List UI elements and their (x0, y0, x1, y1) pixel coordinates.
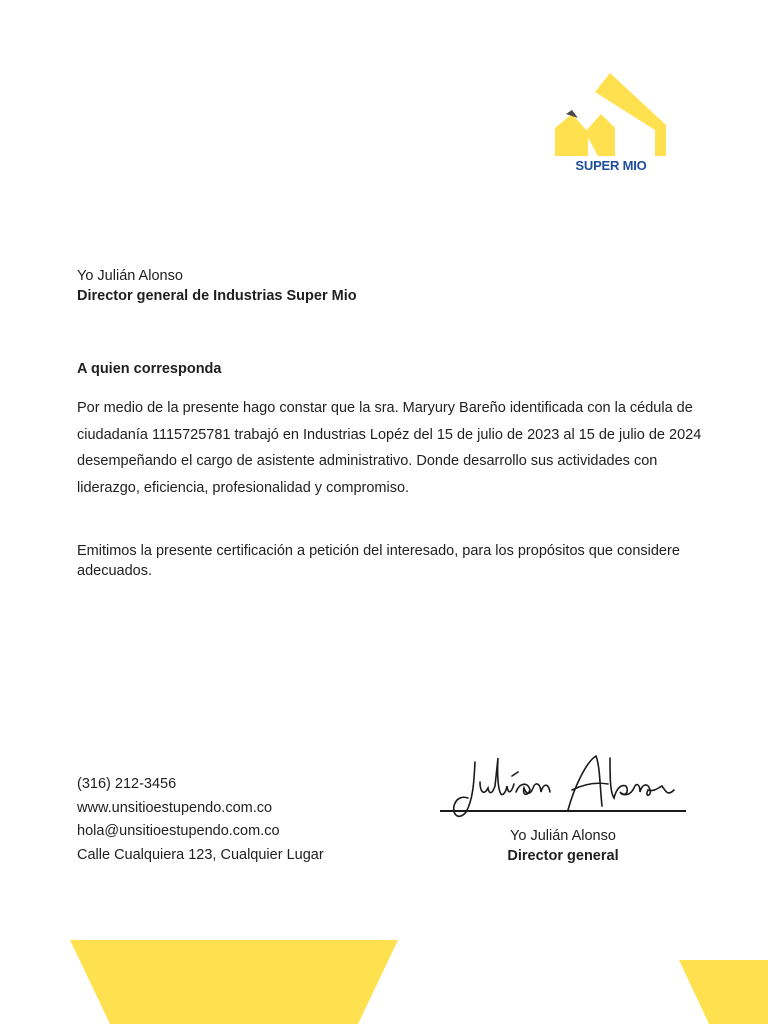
salutation: A quien corresponda (77, 361, 222, 377)
contact-phone: (316) 212-3456 (77, 776, 177, 792)
sender-title: Director general de Industrias Super Mio (77, 288, 357, 304)
house-roof-logo-icon (552, 70, 670, 160)
contact-website: www.unsitioestupendo.com.co (77, 799, 273, 816)
signer-name: Yo Julián Alonso (510, 828, 616, 844)
sender-block (77, 266, 357, 306)
contact-info (77, 773, 324, 867)
handwritten-signature (440, 748, 686, 818)
signature-line (440, 810, 686, 812)
letter-paragraph: Por medio de la presente hago constar que la sra. Maryury Bareño identificada con la cédula de ciudadanía 1115725781 trabajó en Industrias Lopéz del 15 de julio de 2023 al 15 de julio de 2024 desempeñando el cargo de asistente administrativo. Donde desarrollo sus actividades con liderazgo, eficiencia, profesionalidad y compromiso. (77, 400, 702, 496)
contact-email: hola@unsitioestupendo.com.co (77, 823, 280, 839)
company-logo (552, 70, 670, 180)
sender-name: Yo Julián Alonso (77, 268, 183, 284)
logo-wordmark: SUPER MIO (575, 158, 647, 173)
contact-address: Calle Cualquiera 123, Cualquier Lugar (77, 846, 324, 863)
signer-title: Director general (507, 848, 619, 864)
letter-paragraph-closing: Emitimos la presente certificación a petición del interesado, para los propósitos que considere adecuados. (77, 543, 680, 579)
decorative-shape-left (70, 940, 400, 1029)
decorative-shape-right (679, 960, 768, 1029)
signer-block (440, 826, 686, 866)
